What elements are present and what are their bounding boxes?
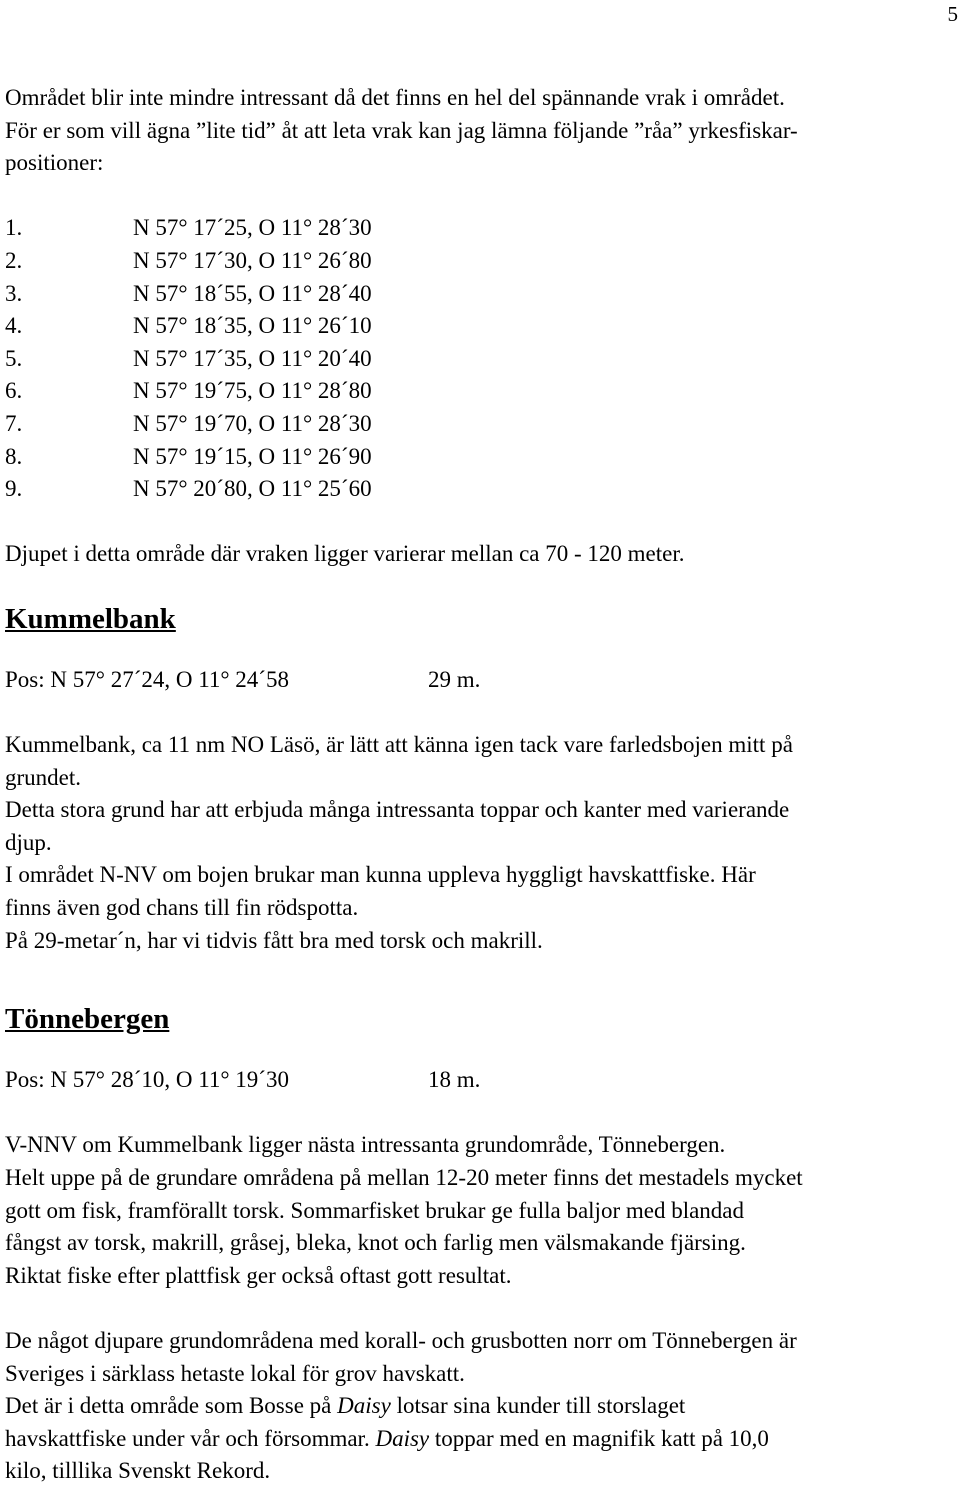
list-item [5, 375, 960, 408]
list-item [5, 245, 960, 278]
kummelbank-text-line: Detta stora grund har att erbjuda många intressanta toppar och kanter med varierande [5, 797, 790, 823]
position-depth: 29 m. [428, 666, 481, 692]
document-body [5, 82, 960, 1488]
list-item [5, 278, 960, 311]
tonnebergen-text-line: gott om fisk, framförallt torsk. Sommarfisket brukar ge fulla baljor med blandad [5, 1197, 745, 1223]
position-coords: Pos: N 57° 27´24, O 11° 24´58 [5, 666, 289, 692]
text-fragment: Det är i detta område som Bosse på [5, 1393, 338, 1419]
list-item-coords: N 57° 19´15, O 11° 26´90 [133, 443, 372, 469]
position-coords: Pos: N 57° 28´10, O 11° 19´30 [5, 1067, 289, 1093]
intro-line-2: För er som vill ägna ”lite tid” åt att leta vrak kan jag lämna följande ”råa” yrkesfiskar- [5, 117, 798, 143]
kummelbank-text-line: Kummelbank, ca 11 nm NO Läsö, är lätt att känna igen tack vare farledsbojen mitt på [5, 732, 793, 758]
list-item [5, 212, 960, 245]
page-number: 5 [947, 2, 958, 26]
list-item-number: 7. [5, 410, 23, 436]
list-item [5, 408, 960, 441]
list-item-coords: N 57° 17´25, O 11° 28´30 [133, 215, 372, 241]
tonnebergen-text-line: Helt uppe på de grundare områdena på mellan 12-20 meter finns det mestadels mycket [5, 1165, 803, 1191]
text-fragment: havskattfiske under vår och försommar. [5, 1425, 376, 1451]
list-item-number: 2. [5, 247, 23, 273]
list-item-number: 9. [5, 476, 23, 502]
list-item [5, 310, 960, 343]
list-item-number: 5. [5, 345, 23, 371]
tonnebergen-text-line [5, 1423, 960, 1456]
kummelbank-text-line: grundet. [5, 764, 82, 790]
list-item-coords: N 57° 20´80, O 11° 25´60 [133, 476, 372, 502]
kummelbank-text-line: I området N-NV om bojen brukar man kunna uppleva hyggligt havskattfiske. Här [5, 862, 756, 888]
list-item-coords: N 57° 18´55, O 11° 28´40 [133, 280, 372, 306]
boat-name: Daisy [375, 1425, 430, 1451]
list-item-number: 4. [5, 313, 23, 339]
list-item-number: 1. [5, 215, 23, 241]
list-item-coords: N 57° 17´30, O 11° 26´80 [133, 247, 372, 273]
tonnebergen-position [5, 1064, 960, 1097]
tonnebergen-text-line: De något djupare grundområdena med korall- och grusbotten norr om Tönnebergen är [5, 1328, 797, 1353]
list-item-coords: N 57° 18´35, O 11° 26´10 [133, 313, 372, 339]
list-item [5, 473, 960, 506]
list-item-number: 3. [5, 280, 23, 306]
list-item-coords: N 57° 19´70, O 11° 28´30 [133, 410, 372, 436]
tonnebergen-text-line [5, 1390, 960, 1423]
kummelbank-text-line: finns även god chans till fin rödspotta. [5, 895, 359, 921]
text-fragment: lotsar sina kunder till storslaget [390, 1393, 686, 1419]
text-fragment: toppar med en magnifik katt på 10,0 [429, 1425, 769, 1451]
list-item [5, 343, 960, 376]
list-item-coords: N 57° 17´35, O 11° 20´40 [133, 345, 372, 371]
kummelbank-text-line: djup. [5, 829, 52, 855]
list-item-number: 6. [5, 378, 23, 404]
depth-note: Djupet i detta område där vraken ligger varierar mellan ca 70 - 120 meter. [5, 541, 685, 567]
position-depth: 18 m. [428, 1067, 481, 1093]
kummelbank-text-line: På 29-metar´n, har vi tidvis fått bra med torsk och makrill. [5, 927, 543, 953]
tonnebergen-text-line: kilo, tilllika Svenskt Rekord. [5, 1458, 271, 1484]
list-item-number: 8. [5, 443, 23, 469]
tonnebergen-text-line: Sveriges i särklass hetaste lokal för grov havskatt. [5, 1360, 465, 1386]
section-heading-kummelbank: Kummelbank [5, 602, 176, 635]
tonnebergen-text-line: Riktat fiske efter plattfisk ger också oftast gott resultat. [5, 1262, 512, 1288]
list-item [5, 441, 960, 474]
list-item-coords: N 57° 19´75, O 11° 28´80 [133, 378, 372, 404]
intro-line-3: positioner: [5, 150, 104, 176]
intro-line-1: Området blir inte mindre intressant då det finns en hel del spännande vrak i området. [5, 85, 785, 110]
tonnebergen-text-line: fångst av torsk, makrill, gråsej, bleka, knot och farlig men välsmakande fjärsing. [5, 1230, 746, 1256]
tonnebergen-text-line: V-NNV om Kummelbank ligger nästa intressanta grundområde, Tönnebergen. [5, 1132, 726, 1158]
wreck-position-list [5, 212, 960, 505]
section-heading-tonnebergen: Tönnebergen [5, 1003, 170, 1036]
boat-name: Daisy [337, 1393, 391, 1419]
kummelbank-position [5, 664, 960, 697]
